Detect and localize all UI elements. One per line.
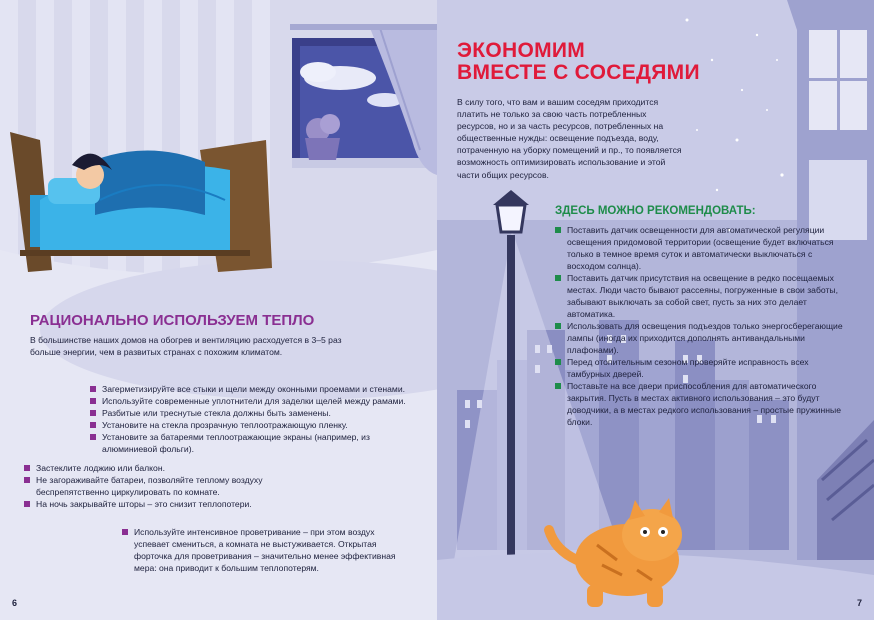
right-page	[437, 0, 874, 620]
heat-tips-list-3	[122, 526, 412, 574]
heat-intro-paragraph: В большинстве наших домов на обогрев и вентиляцию расходуется в 3–5 раз больше энергии, чем в развитых странах с похожим климатом.	[30, 335, 342, 358]
list-item: Поставить датчик освещенности для автоматической регуляции освещения придомовой территории (освещение будет включаться только в темное время суток и автоматически выключаться с восходом солнца).	[555, 224, 847, 272]
list-item: Застеклите лоджию или балкон.	[24, 462, 314, 474]
list-item: Перед отопительным сезоном проверяйте исправность всех тамбурных дверей.	[555, 356, 847, 380]
list-item: Используйте современные уплотнители для заделки щелей между рамами.	[90, 395, 420, 407]
list-item: Поставьте на все двери приспособления для автоматического закрытия. Пусть в местах активного использования – это будут доводчики, а в местах редкого использования – простые пружинные блоки.	[555, 380, 847, 428]
recommend-list	[555, 224, 847, 428]
list-item: Используйте интенсивное проветривание – при этом воздух успевает смениться, а комната не выстуживается. Открытая форточка для проветривания – значительно менее эффективная мера: она приводит к большим теплопотерям.	[122, 526, 412, 574]
section-heading-neighbors-line1: ЭКОНОМИМ	[457, 39, 586, 62]
list-item: Установите за батареями теплоотражающие экраны (например, из алюминиевой фольги).	[90, 431, 420, 455]
section-heading-neighbors-line2: ВМЕСТЕ С СОСЕДЯМИ	[457, 61, 700, 84]
heat-tips-list-1	[90, 383, 420, 455]
neighbors-intro-paragraph: В силу того, что вам и вашим соседям приходится платить не только за свою часть потребленных ресурсов, но и за часть ресурсов, потребленных на общественные нужды: освещение подъезда, воду, потраченную на уборку помещений и пр., то появляется возможность оптимизировать использование и этой части общих ресурсов.	[457, 97, 682, 180]
list-item: Загерметизируйте все стыки и щели между оконными проемами и стенами.	[90, 383, 420, 395]
list-item: Поставить датчик присутствия на освещение в редко посещаемых местах. Люди часто бывают рассеяны, погруженные в свои заботы, забывают выключать за собой свет, пусть за них это делает автоматика.	[555, 272, 847, 320]
page-number-right: 7	[856, 598, 862, 608]
heat-tips-list-2	[24, 462, 314, 510]
list-item: Использовать для освещения подъездов только энергосберегающие лампы (иногда их приходится дополнять антивандальными плафонами).	[555, 320, 847, 356]
recommend-subheading: ЗДЕСЬ МОЖНО РЕКОМЕНДОВАТЬ:	[555, 205, 756, 217]
section-heading-heat: РАЦИОНАЛЬНО ИСПОЛЬЗУЕМ ТЕПЛО	[30, 312, 315, 329]
page-number-left: 6	[12, 598, 18, 608]
list-item: На ночь закрывайте шторы – это снизит теплопотери.	[24, 498, 314, 510]
list-item: Разбитые или треснутые стекла должны быть заменены.	[90, 407, 420, 419]
list-item: Не загораживайте батареи, позволяйте теплому воздуху беспрепятственно циркулировать по комнате.	[24, 474, 314, 498]
list-item: Установите на стекла прозрачную теплоотражающую пленку.	[90, 419, 420, 431]
